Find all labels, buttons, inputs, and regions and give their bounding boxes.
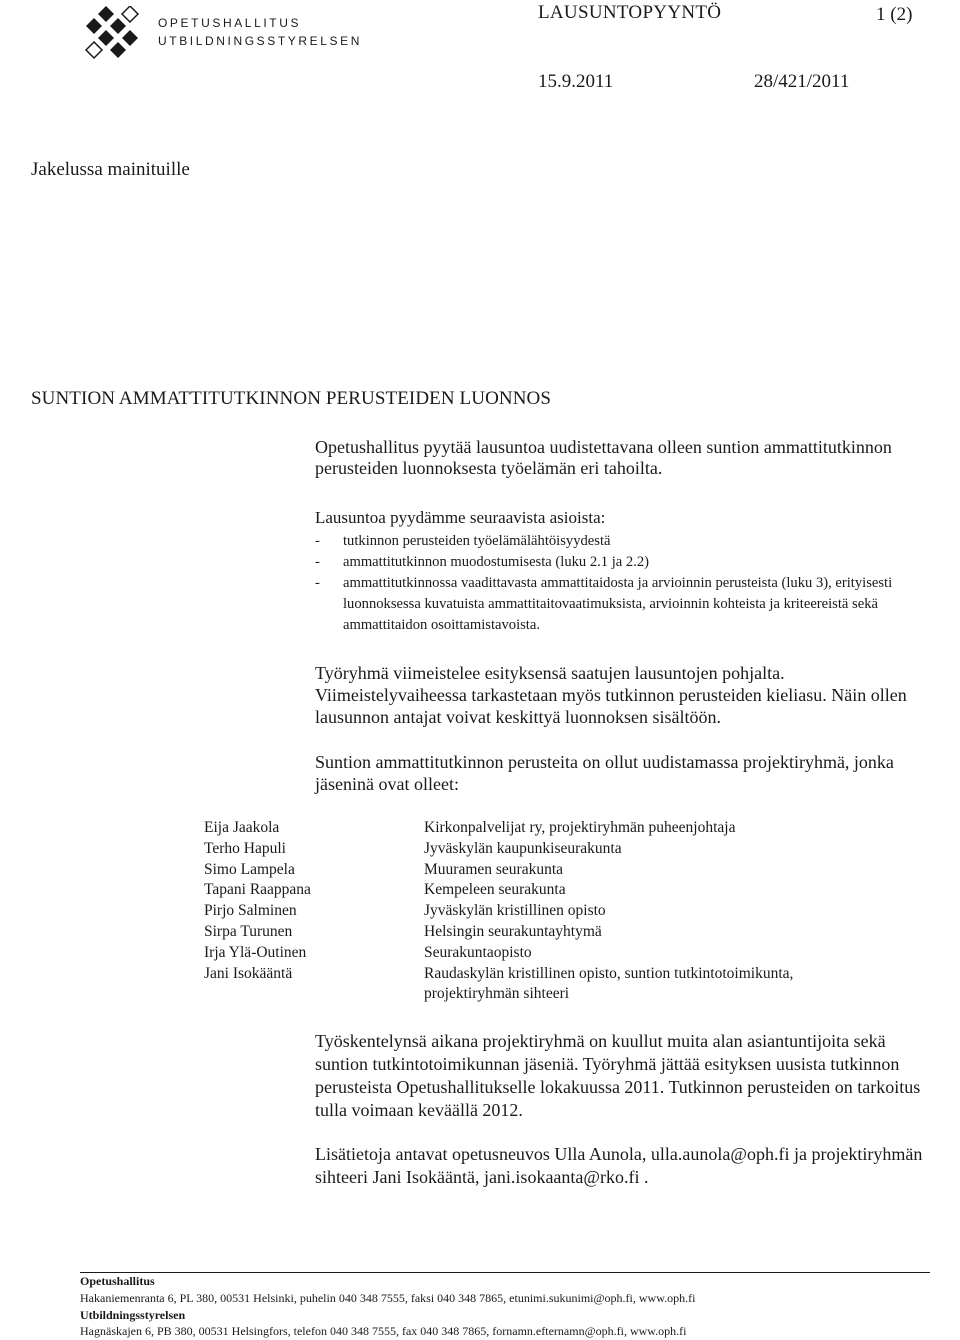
contact-info-paragraph: Lisätietoja antavat opetusneuvos Ulla Aunola, ulla.aunola@oph.fi ja projektiryhmän sihteeri Jani Isokääntä, jani.isokaanta@rko.fi . <box>315 1144 923 1187</box>
footer-address-swedish: Hagnäskajen 6, PB 380, 00531 Helsingfors, telefon 040 348 7555, fax 040 348 7865, fornamn.efternamn@oph.fi, www.oph.fi <box>80 1324 687 1339</box>
member-name: Sirpa Turunen <box>204 922 293 940</box>
member-name: Simo Lampela <box>204 860 295 878</box>
request-heading: Lausuntoa pyydämme seuraavista asioista: <box>315 508 606 527</box>
org-name-swedish: UTBILDNINGSSTYRELSEN <box>158 34 363 48</box>
intro-paragraph: Opetushallitus pyytää lausuntoa uudistettavana olleen suntion ammattitutkinnon perusteiden luonnoksesta työelämän eri tahoilta. <box>315 437 892 478</box>
document-title: SUNTION AMMATTITUTKINNON PERUSTEIDEN LUONNOS <box>31 388 552 409</box>
bullet-dash: - <box>315 575 320 591</box>
member-organization: Muuramen seurakunta <box>424 860 564 878</box>
working-process-paragraph: Työskentelynsä aikana projektiryhmä on kuullut muita alan asiantuntijoita sekä suntion tutkintotoimikunnan jäseniä. Työryhmä jättää esityksen uusista tutkinnon perusteista Opetushallitukselle lokakuussa 2011. Tutkinnon perusteiden on tarkoitus tulla voimaan keväällä 2012. <box>315 1031 921 1120</box>
org-name-finnish: OPETUSHALLITUS <box>158 16 302 30</box>
bullet-dash: - <box>315 554 320 570</box>
document-type: LAUSUNTOPYYNTÖ <box>538 2 722 23</box>
diamond-cluster-logo-icon <box>84 6 146 62</box>
request-item-text: tutkinnon perusteiden työelämälähtöisyydestä <box>343 533 611 549</box>
member-name: Tapani Raappana <box>204 881 311 899</box>
recipient-line: Jakelussa mainituille <box>31 159 190 180</box>
member-organization: Seurakuntaopisto <box>424 943 532 961</box>
footer-address-finnish: Hakaniemenranta 6, PL 380, 00531 Helsinki, puhelin 040 348 7555, faksi 040 348 7865, etunimi.sukunimi@oph.fi, www.oph.fi <box>80 1290 696 1305</box>
member-organization: Jyväskylän kristillinen opisto <box>424 902 606 920</box>
member-name: Terho Hapuli <box>204 839 286 857</box>
organization-name <box>158 14 362 50</box>
member-organization: Raudaskylän kristillinen opisto, suntion tutkintotoimikunta, projektiryhmän sihteeri <box>424 964 794 1003</box>
footer-org-finnish: Opetushallitus <box>80 1274 155 1288</box>
member-name: Jani Isokääntä <box>204 964 293 982</box>
document-date: 15.9.2011 <box>538 71 614 92</box>
document-reference: 28/421/2011 <box>754 71 850 92</box>
footer <box>80 1273 695 1340</box>
request-item-text: ammattitutkinnon muodostumisesta (luku 2.1 ja 2.2) <box>343 554 650 570</box>
member-organization: Jyväskylän kaupunkiseurakunta <box>424 839 622 857</box>
project-group-paragraph: Suntion ammattitutkinnon perusteita on ollut uudistamassa projektiryhmä, jonka jäseninä ovat olleet: <box>315 752 894 794</box>
member-name: Eija Jaakola <box>204 819 280 836</box>
member-name: Irja Ylä-Outinen <box>204 943 307 961</box>
member-organization: Kirkonpalvelijat ry, projektiryhmän puheenjohtaja <box>424 819 736 836</box>
workgroup-paragraph: Työryhmä viimeistelee esityksensä saatujen lausuntojen pohjalta. Viimeistelyvaiheessa tarkastetaan myös tutkinnon perusteiden kieliasu. Näin ollen lausunnon antajat voivat keskittyä luonnoksen sisältöön. <box>315 663 907 727</box>
page-number: 1 (2) <box>876 4 913 25</box>
footer-org-swedish: Utbildningsstyrelsen <box>80 1307 186 1322</box>
member-organization: Kempeleen seurakunta <box>424 881 566 899</box>
member-organization: Helsingin seurakuntayhtymä <box>424 922 602 940</box>
request-item-text: ammattitutkinnossa vaadittavasta ammattitaidosta ja arvioinnin perusteista (luku 3), erityisesti luonnoksessa kuvatuista ammattitaitovaatimuksista, arvioinnin kohteista ja kriteereistä sekä ammattitaidon osoittamistavoista. <box>343 575 893 633</box>
member-name: Pirjo Salminen <box>204 902 297 920</box>
bullet-dash: - <box>315 533 320 549</box>
